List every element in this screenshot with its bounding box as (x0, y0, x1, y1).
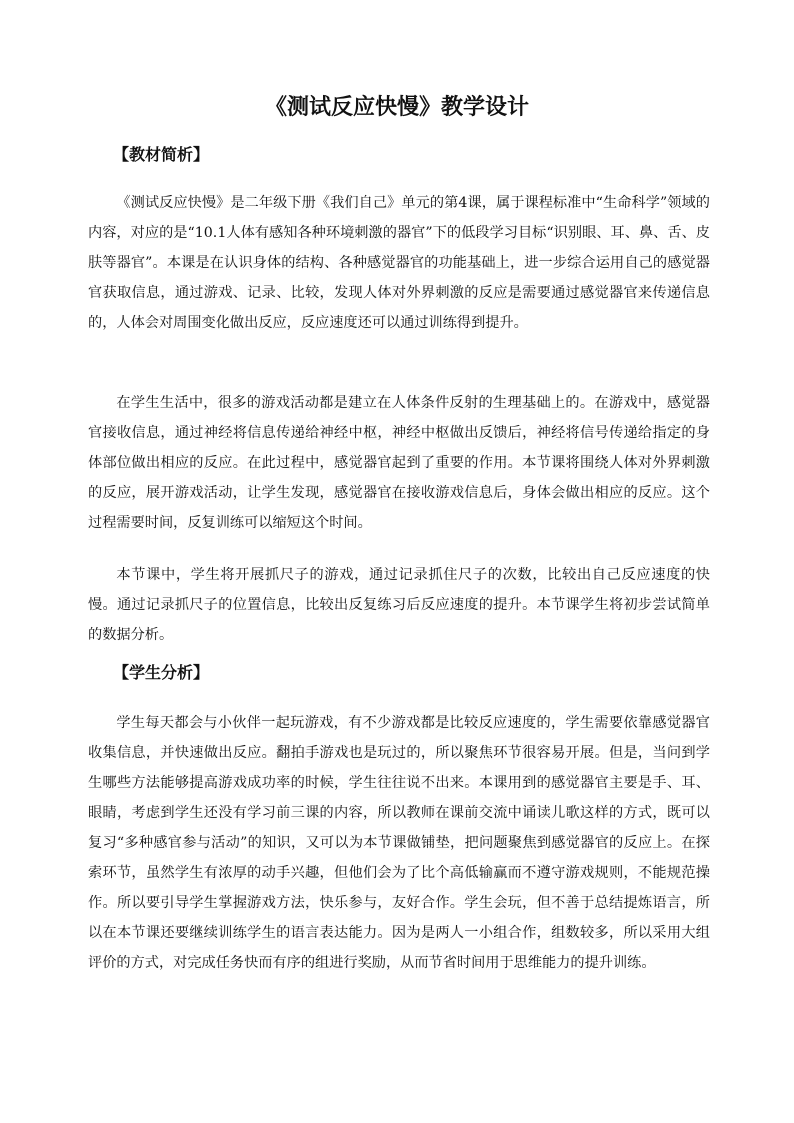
section-heading-textbook-analysis: 【教材简析】 (113, 145, 210, 164)
paragraph-student-1: 学生每天都会与小伙伴一起玩游戏，有不少游戏都是比较反应速度的，学生需要依靠感觉器官收集信息，并快速做出反应。翻拍手游戏也是玩过的，所以聚焦环节很容易开展。但是，当问到学生哪些方法能够提高游戏成功率的时候，学生往往说不出来。本课用到的感觉器官主要是手、耳、眼睛，考虑到学生还没有学习前三课的内容，所以教师在课前交流中诵读儿歌这样的方式，既可以复习“多种感官参与活动”的知识，又可以为本节课做铺垫，把问题聚焦到感觉器官的反应上。在探索环节，虽然学生有浓厚的动手兴趣，但他们会为了比个高低输赢而不遵守游戏规则，不能规范操作。所以要引导学生掌握游戏方法，快乐参与，友好合作。学生会玩，但不善于总结提炼语言，所以在本节课还要继续训练学生的语言表达能力。因为是两人一小组合作，组数较多，所以采用大组评价的方式，对完成任务快而有序的组进行奖励，从而节省时间用于思维能力的提升训练。 (88, 715, 710, 971)
paragraph-textbook-3: 本节课中，学生将开展抓尺子的游戏，通过记录抓住尺子的次数，比较出自己反应速度的快慢。通过记录抓尺子的位置信息，比较出反复练习后反应速度的提升。本节课学生将初步尝试简单的数据分析。 (88, 567, 710, 643)
paragraph-textbook-2: 在学生生活中，很多的游戏活动都是建立在人体条件反射的生理基础上的。在游戏中，感觉器官接收信息，通过神经将信息传递给神经中枢，神经中枢做出反馈后，神经将信号传递给指定的身体部位做出相应的反应。在此过程中，感觉器官起到了重要的作用。本节课将围绕人体对外界刺激的反应，展开游戏活动，让学生发现，感觉器官在接收游戏信息后，身体会做出相应的反应。这个过程需要时间，反复训练可以缩短这个时间。 (88, 395, 710, 531)
paragraph-textbook-1: 《测试反应快慢》是二年级下册《我们自己》单元的第4课，属于课程标准中“生命科学”领域的内容，对应的是“10.1人体有感知各种环境刺激的器官”下的低段学习目标“识别眼、耳、鼻、舌、皮肤等器官”。本课是在认识身体的结构、各种感觉器官的功能基础上，进一步综合运用自己的感觉器官获取信息，通过游戏、记录、比较，发现人体对外界刺激的反应是需要通过感觉器官来传递信息的，人体会对周围变化做出反应，反应速度还可以通过训练得到提升。 (88, 195, 710, 331)
section-heading-student-analysis: 【学生分析】 (113, 663, 210, 682)
document-title: 《测试反应快慢》教学设计 (264, 95, 529, 120)
